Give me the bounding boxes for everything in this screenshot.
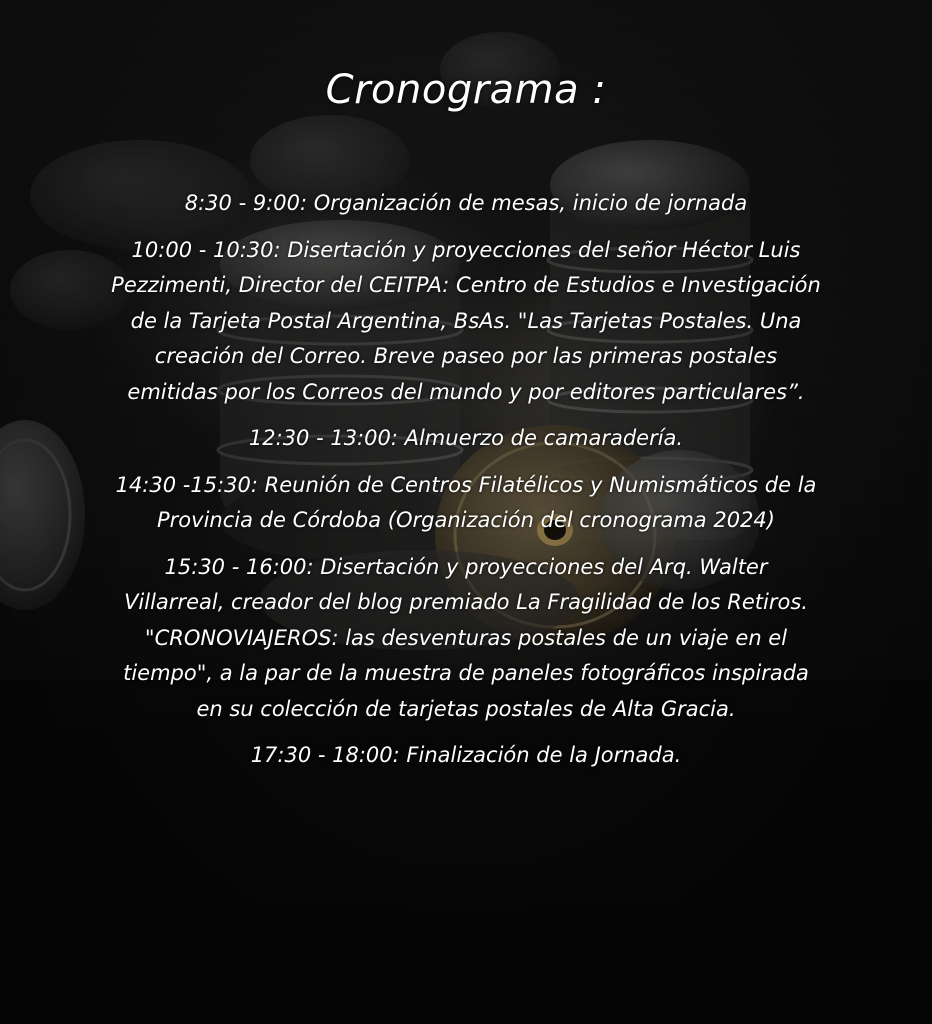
page-title: Cronograma : bbox=[325, 67, 607, 113]
schedule-item-1: 8:30 - 9:00: Organización de mesas, inicio de jornada bbox=[184, 191, 748, 215]
schedule-item-2: 10:00 - 10:30: Disertación y proyecciones del señor Héctor Luis Pezzimenti, Director del CEITPA: Centro de Estudios e Investigación de la Tarjeta Postal Argentina, BsAs. "Las Tarjetas Postales. Una creación del Correo. Breve paseo por las primeras postales emitidas por los Correos del mundo y por editores particulares”. bbox=[111, 237, 821, 404]
schedule-item-3: 12:30 - 13:00: Almuerzo de camaradería. bbox=[248, 426, 684, 450]
schedule-item-6: 17:30 - 18:00: Finalización de la Jornada. bbox=[250, 743, 682, 767]
schedule-item-4: 14:30 -15:30: Reunión de Centros Filatélicos y Numismáticos de la Provincia de Córdoba (Organización del cronograma 2024) bbox=[115, 472, 817, 532]
schedule-item-5: 15:30 - 16:00: Disertación y proyecciones del Arq. Walter Villarreal, creador del blog premiado La Fragilidad de los Retiros. "CRONOVIAJEROS: las desventuras postales de un viaje en el tiempo", a la par de la muestra de paneles fotográficos inspirada en su colección de tarjetas postales de Alta Gracia. bbox=[123, 554, 809, 721]
schedule-content bbox=[40, 60, 892, 785]
